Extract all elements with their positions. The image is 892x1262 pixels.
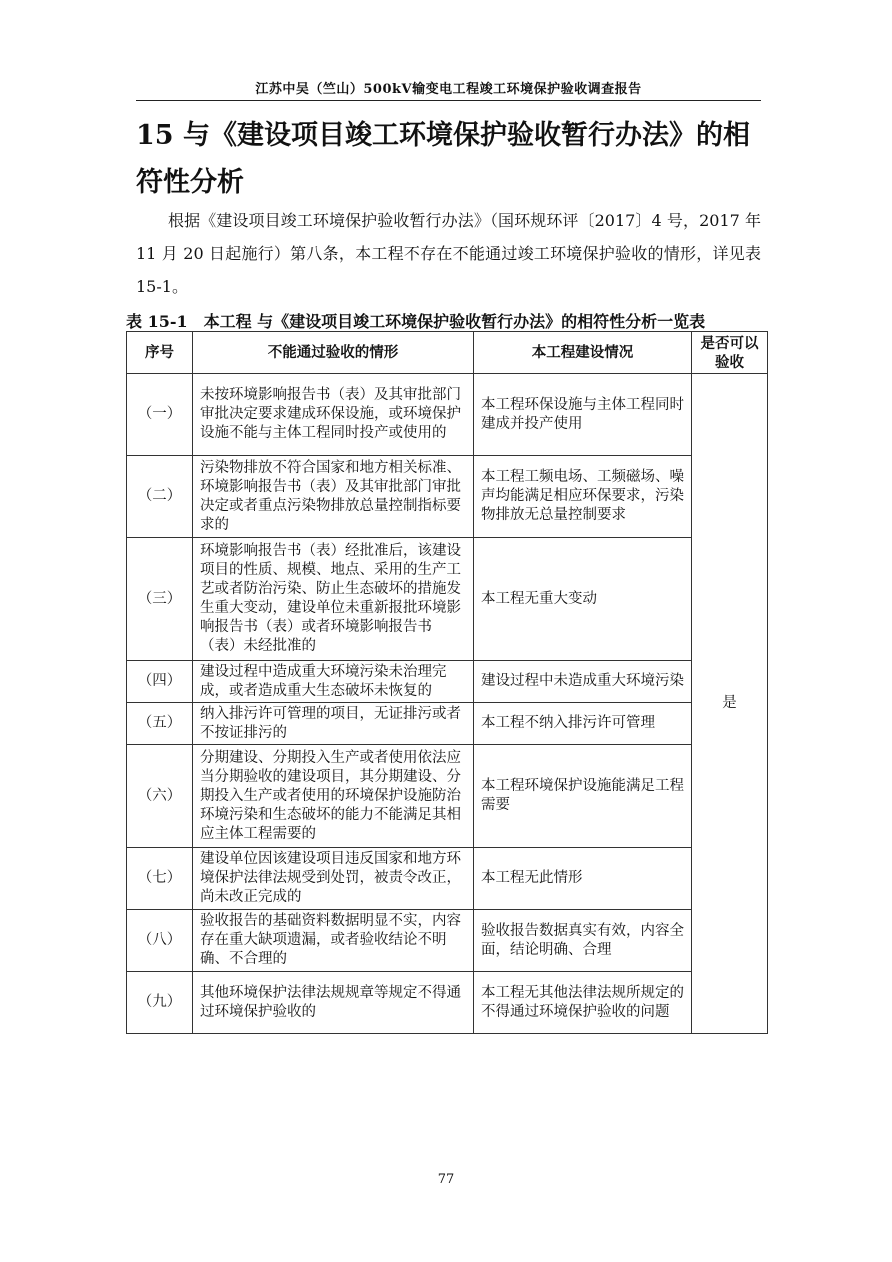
row-condition: 未按环境影响报告书（表）及其审批部门审批决定要求建成环保设施，或环境保护设施不能与主体工程同时投产或使用的	[193, 374, 474, 456]
table-caption: 表 15-1 本工程 与《建设项目竣工环境保护验收暂行办法》的相符性分析一览表	[126, 312, 706, 331]
row-serial: （八）	[127, 910, 193, 972]
header-condition: 不能通过验收的情形	[193, 332, 474, 374]
row-status: 本工程环境保护设施能满足工程需要	[474, 745, 692, 848]
row-serial: （一）	[127, 374, 193, 456]
page-number: 77	[437, 1172, 455, 1187]
row-serial: （四）	[127, 661, 193, 703]
table-header-row	[127, 332, 768, 374]
row-condition: 建设单位因该建设项目违反国家和地方环境保护法律法规受到处罚，被责令改正，尚未改正完成的	[193, 848, 474, 910]
table-row	[127, 745, 768, 848]
row-condition: 建设过程中造成重大环境污染未治理完成，或者造成重大生态破坏未恢复的	[193, 661, 474, 703]
row-status: 本工程不纳入排污许可管理	[474, 703, 692, 745]
row-condition: 环境影响报告书（表）经批准后，该建设项目的性质、规模、地点、采用的生产工艺或者防治污染、防止生态破坏的措施发生重大变动，建设单位未重新报批环境影响报告书（表）或者环境影响报告书（表）未经批准的	[193, 538, 474, 661]
row-status: 本工程无其他法律法规所规定的不得通过环境保护验收的问题	[474, 972, 692, 1034]
table-row	[127, 661, 768, 703]
row-status: 本工程环保设施与主体工程同时建成并投产使用	[474, 374, 692, 456]
row-status: 本工程无此情形	[474, 848, 692, 910]
header-divider	[136, 100, 761, 101]
row-status: 验收报告数据真实有效，内容全面，结论明确、合理	[474, 910, 692, 972]
page-header: 江苏中吴（竺山）500kV输变电工程竣工环境保护验收调查报告	[255, 82, 642, 97]
header-serial: 序号	[127, 332, 193, 374]
table-row	[127, 910, 768, 972]
row-serial: （九）	[127, 972, 193, 1034]
row-serial: （六）	[127, 745, 193, 848]
table-row	[127, 538, 768, 661]
table-row	[127, 456, 768, 538]
table-row	[127, 374, 768, 456]
row-status: 本工程无重大变动	[474, 538, 692, 661]
row-serial: （三）	[127, 538, 193, 661]
row-condition: 纳入排污许可管理的项目，无证排污或者不按证排污的	[193, 703, 474, 745]
row-serial: （五）	[127, 703, 193, 745]
table-row	[127, 972, 768, 1034]
row-status: 建设过程中未造成重大环境污染	[474, 661, 692, 703]
row-condition: 污染物排放不符合国家和地方相关标准、环境影响报告书（表）及其审批部门审批决定或者重点污染物排放总量控制指标要求的	[193, 456, 474, 538]
row-serial: （七）	[127, 848, 193, 910]
row-condition: 分期建设、分期投入生产或者使用依法应当分期验收的建设项目，其分期建设、分期投入生产或者使用的环境保护设施防治环境污染和生态破坏的能力不能满足其相应主体工程需要的	[193, 745, 474, 848]
header-acceptable: 是否可以验收	[692, 332, 768, 374]
table-row	[127, 703, 768, 745]
row-condition: 其他环境保护法律法规规章等规定不得通过环境保护验收的	[193, 972, 474, 1034]
section-title: 15 与《建设项目竣工环境保护验收暂行办法》的相符性分析	[136, 120, 750, 198]
compliance-table	[126, 331, 768, 1034]
row-serial: （二）	[127, 456, 193, 538]
row-status: 本工程工频电场、工频磁场、噪声均能满足相应环保要求，污染物排放无总量控制要求	[474, 456, 692, 538]
table-row	[127, 848, 768, 910]
intro-paragraph: 根据《建设项目竣工环境保护验收暂行办法》（国环规环评〔2017〕4 号，2017 年 11 月 20 日起施行）第八条，本工程不存在不能通过竣工环境保护验收的情形，详见表 15-1。	[136, 211, 761, 296]
acceptance-conclusion: 是	[692, 374, 768, 1034]
header-status: 本工程建设情况	[474, 332, 692, 374]
row-condition: 验收报告的基础资料数据明显不实，内容存在重大缺项遗漏，或者验收结论不明确、不合理的	[193, 910, 474, 972]
